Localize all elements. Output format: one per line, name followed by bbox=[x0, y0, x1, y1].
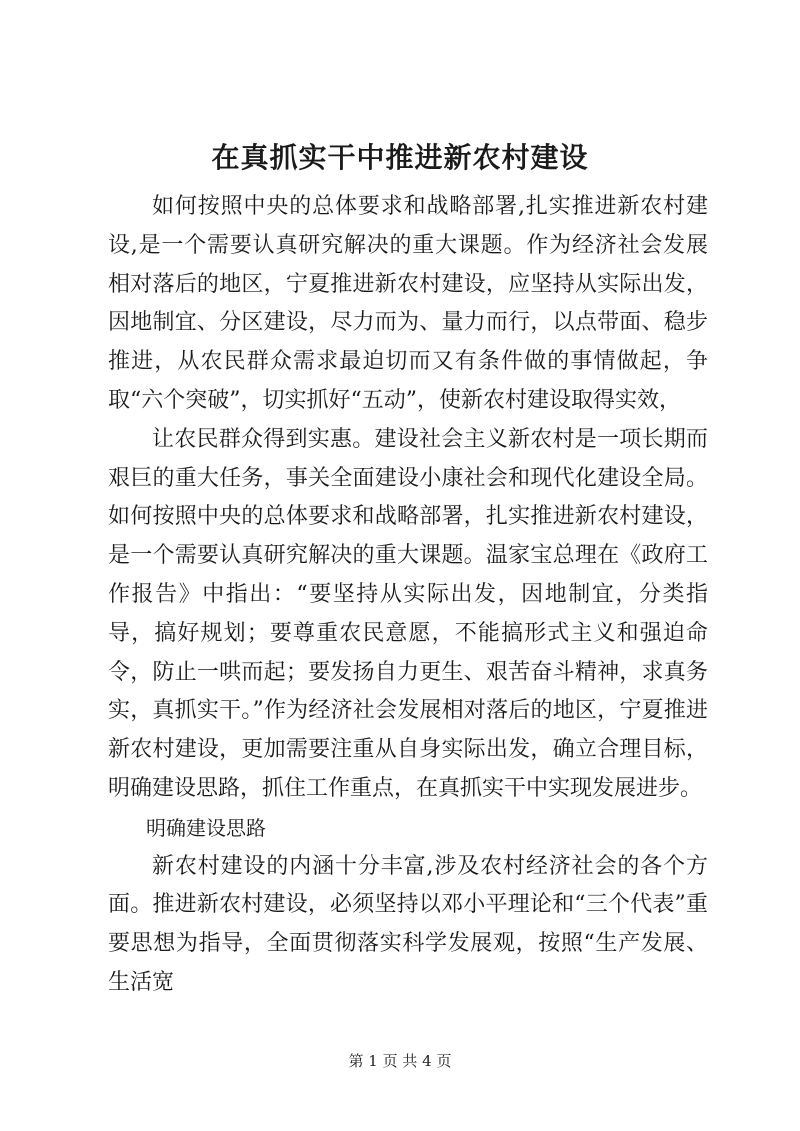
paragraph-1: 如何按照中央的总体要求和战略部署,扎实推进新农村建设,是一个需要认真研究解决的重大课题。作为经济社会发展相对落后的地区，宁夏推进新农村建设，应坚持从实际出发，因地制宜、分区建设，尽力而为、量力而行，以点带面、稳步推进，从农民群众需求最迫切而又有条件做的事情做起，争取“六个突破”，切实抓好“五动”，使新农村建设取得实效， bbox=[108, 194, 708, 413]
paragraph-3: 新农村建设的内涵十分丰富,涉及农村经济社会的各个方面。推进新农村建设，必须坚持以邓小平理论和“三个代表”重要思想为指导，全面贯彻落实科学发展观，按照“生产发展、生活宽 bbox=[108, 853, 708, 995]
page-number-footer: 第 1 页 共 4 页 bbox=[348, 1052, 452, 1070]
document-title: 在真抓实干中推进新农村建设 bbox=[211, 141, 589, 174]
document-body bbox=[108, 188, 708, 1003]
paragraph-2: 让农民群众得到实惠。建设社会主义新农村是一项长期而艰巨的重大任务，事关全面建设小康社会和现代化建设全局。如何按照中央的总体要求和战略部署，扎实推进新农村建设，是一个需要认真研究解决的重大课题。温家宝总理在《政府工作报告》中指出：“要坚持从实际出发，因地制宜，分类指导，搞好规划；要尊重农民意愿，不能搞形式主义和强迫命令，防止一哄而起；要发扬自力更生、艰苦奋斗精神，求真务实，真抓实干。”作为经济社会发展相对落后的地区，宁夏推进新农村建设，更加需要注重从自身实际出发，确立合理目标，明确建设思路，抓住工作重点，在真抓实干中实现发展进步。 bbox=[108, 426, 708, 801]
section-heading: 明确建设思路 bbox=[146, 815, 266, 840]
